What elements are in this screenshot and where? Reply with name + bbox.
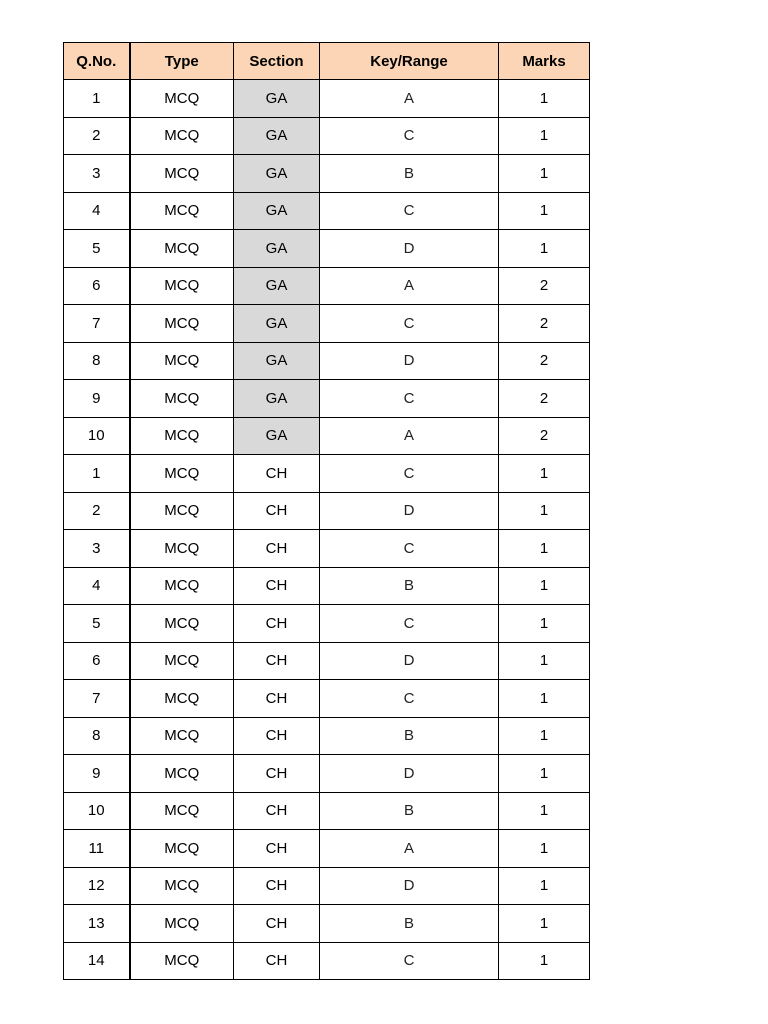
table-row — [64, 192, 590, 230]
cell-section: CH — [234, 605, 320, 643]
cell-type: MCQ — [130, 117, 234, 155]
cell-type: MCQ — [130, 905, 234, 943]
cell-key: C — [320, 305, 499, 343]
cell-type: MCQ — [130, 305, 234, 343]
header-marks: Marks — [499, 43, 590, 80]
table-row — [64, 792, 590, 830]
cell-marks: 2 — [499, 267, 590, 305]
cell-section: GA — [234, 80, 320, 118]
table-row — [64, 530, 590, 568]
answer-key-table — [63, 42, 590, 980]
cell-section: CH — [234, 942, 320, 980]
cell-section: GA — [234, 117, 320, 155]
cell-key: D — [320, 230, 499, 268]
cell-section: CH — [234, 905, 320, 943]
cell-marks: 1 — [499, 755, 590, 793]
cell-qno: 11 — [64, 830, 130, 868]
table-row — [64, 455, 590, 493]
cell-marks: 1 — [499, 567, 590, 605]
cell-type: MCQ — [130, 80, 234, 118]
cell-qno: 1 — [64, 455, 130, 493]
table-row — [64, 117, 590, 155]
cell-key: C — [320, 380, 499, 418]
cell-qno: 2 — [64, 117, 130, 155]
cell-section: GA — [234, 380, 320, 418]
cell-marks: 1 — [499, 80, 590, 118]
cell-type: MCQ — [130, 717, 234, 755]
cell-marks: 1 — [499, 117, 590, 155]
table-row — [64, 342, 590, 380]
cell-section: CH — [234, 717, 320, 755]
cell-marks: 1 — [499, 680, 590, 718]
cell-key: A — [320, 830, 499, 868]
cell-section: CH — [234, 680, 320, 718]
answer-key-sheet — [63, 42, 589, 980]
cell-section: GA — [234, 305, 320, 343]
cell-qno: 8 — [64, 342, 130, 380]
cell-qno: 7 — [64, 680, 130, 718]
cell-marks: 1 — [499, 155, 590, 193]
cell-type: MCQ — [130, 867, 234, 905]
header-row — [64, 43, 590, 80]
cell-marks: 1 — [499, 792, 590, 830]
cell-qno: 13 — [64, 905, 130, 943]
cell-key: B — [320, 792, 499, 830]
cell-marks: 1 — [499, 492, 590, 530]
cell-section: CH — [234, 455, 320, 493]
table-row — [64, 230, 590, 268]
cell-marks: 1 — [499, 905, 590, 943]
cell-qno: 5 — [64, 605, 130, 643]
cell-qno: 3 — [64, 530, 130, 568]
cell-key: B — [320, 717, 499, 755]
cell-type: MCQ — [130, 605, 234, 643]
table-row — [64, 567, 590, 605]
header-type: Type — [130, 43, 234, 80]
cell-section: CH — [234, 492, 320, 530]
cell-key: A — [320, 80, 499, 118]
cell-type: MCQ — [130, 492, 234, 530]
cell-section: GA — [234, 267, 320, 305]
cell-marks: 1 — [499, 942, 590, 980]
cell-section: CH — [234, 567, 320, 605]
table-row — [64, 830, 590, 868]
cell-type: MCQ — [130, 192, 234, 230]
header-key-range: Key/Range — [320, 43, 499, 80]
cell-key: C — [320, 455, 499, 493]
cell-qno: 6 — [64, 642, 130, 680]
cell-section: CH — [234, 530, 320, 568]
cell-type: MCQ — [130, 830, 234, 868]
cell-qno: 8 — [64, 717, 130, 755]
cell-key: B — [320, 905, 499, 943]
cell-section: CH — [234, 792, 320, 830]
answer-key-body — [64, 80, 590, 980]
table-row — [64, 305, 590, 343]
cell-section: CH — [234, 755, 320, 793]
table-row — [64, 492, 590, 530]
cell-marks: 2 — [499, 305, 590, 343]
cell-type: MCQ — [130, 380, 234, 418]
table-row — [64, 755, 590, 793]
cell-marks: 1 — [499, 605, 590, 643]
table-row — [64, 80, 590, 118]
cell-type: MCQ — [130, 267, 234, 305]
cell-section: GA — [234, 155, 320, 193]
table-row — [64, 680, 590, 718]
cell-type: MCQ — [130, 455, 234, 493]
cell-key: C — [320, 680, 499, 718]
cell-marks: 1 — [499, 230, 590, 268]
cell-key: C — [320, 942, 499, 980]
cell-key: B — [320, 155, 499, 193]
cell-type: MCQ — [130, 792, 234, 830]
cell-qno: 6 — [64, 267, 130, 305]
cell-marks: 1 — [499, 530, 590, 568]
cell-marks: 2 — [499, 342, 590, 380]
cell-key: C — [320, 117, 499, 155]
cell-marks: 1 — [499, 192, 590, 230]
cell-type: MCQ — [130, 155, 234, 193]
cell-key: C — [320, 605, 499, 643]
cell-key: D — [320, 492, 499, 530]
cell-type: MCQ — [130, 755, 234, 793]
table-row — [64, 417, 590, 455]
cell-marks: 1 — [499, 455, 590, 493]
table-row — [64, 905, 590, 943]
table-row — [64, 642, 590, 680]
cell-key: A — [320, 417, 499, 455]
cell-type: MCQ — [130, 642, 234, 680]
cell-qno: 10 — [64, 792, 130, 830]
cell-section: CH — [234, 642, 320, 680]
cell-key: C — [320, 192, 499, 230]
cell-type: MCQ — [130, 417, 234, 455]
cell-qno: 10 — [64, 417, 130, 455]
cell-key: D — [320, 867, 499, 905]
cell-section: GA — [234, 417, 320, 455]
cell-section: GA — [234, 192, 320, 230]
table-row — [64, 942, 590, 980]
cell-marks: 1 — [499, 867, 590, 905]
cell-section: CH — [234, 867, 320, 905]
table-row — [64, 717, 590, 755]
cell-qno: 7 — [64, 305, 130, 343]
cell-qno: 4 — [64, 567, 130, 605]
header-qno: Q.No. — [64, 43, 130, 80]
table-row — [64, 605, 590, 643]
cell-type: MCQ — [130, 230, 234, 268]
cell-qno: 2 — [64, 492, 130, 530]
cell-type: MCQ — [130, 680, 234, 718]
header-section: Section — [234, 43, 320, 80]
cell-key: C — [320, 530, 499, 568]
cell-key: B — [320, 567, 499, 605]
cell-key: D — [320, 642, 499, 680]
table-row — [64, 380, 590, 418]
cell-marks: 1 — [499, 717, 590, 755]
cell-section: GA — [234, 230, 320, 268]
cell-qno: 5 — [64, 230, 130, 268]
cell-qno: 9 — [64, 755, 130, 793]
table-row — [64, 267, 590, 305]
cell-qno: 12 — [64, 867, 130, 905]
cell-qno: 9 — [64, 380, 130, 418]
table-row — [64, 155, 590, 193]
cell-marks: 2 — [499, 417, 590, 455]
cell-qno: 14 — [64, 942, 130, 980]
cell-section: CH — [234, 830, 320, 868]
cell-key: A — [320, 267, 499, 305]
table-row — [64, 867, 590, 905]
cell-qno: 4 — [64, 192, 130, 230]
cell-marks: 1 — [499, 830, 590, 868]
cell-type: MCQ — [130, 567, 234, 605]
cell-type: MCQ — [130, 530, 234, 568]
cell-marks: 2 — [499, 380, 590, 418]
cell-key: D — [320, 342, 499, 380]
cell-type: MCQ — [130, 342, 234, 380]
cell-section: GA — [234, 342, 320, 380]
cell-key: D — [320, 755, 499, 793]
cell-qno: 3 — [64, 155, 130, 193]
cell-qno: 1 — [64, 80, 130, 118]
cell-type: MCQ — [130, 942, 234, 980]
cell-marks: 1 — [499, 642, 590, 680]
